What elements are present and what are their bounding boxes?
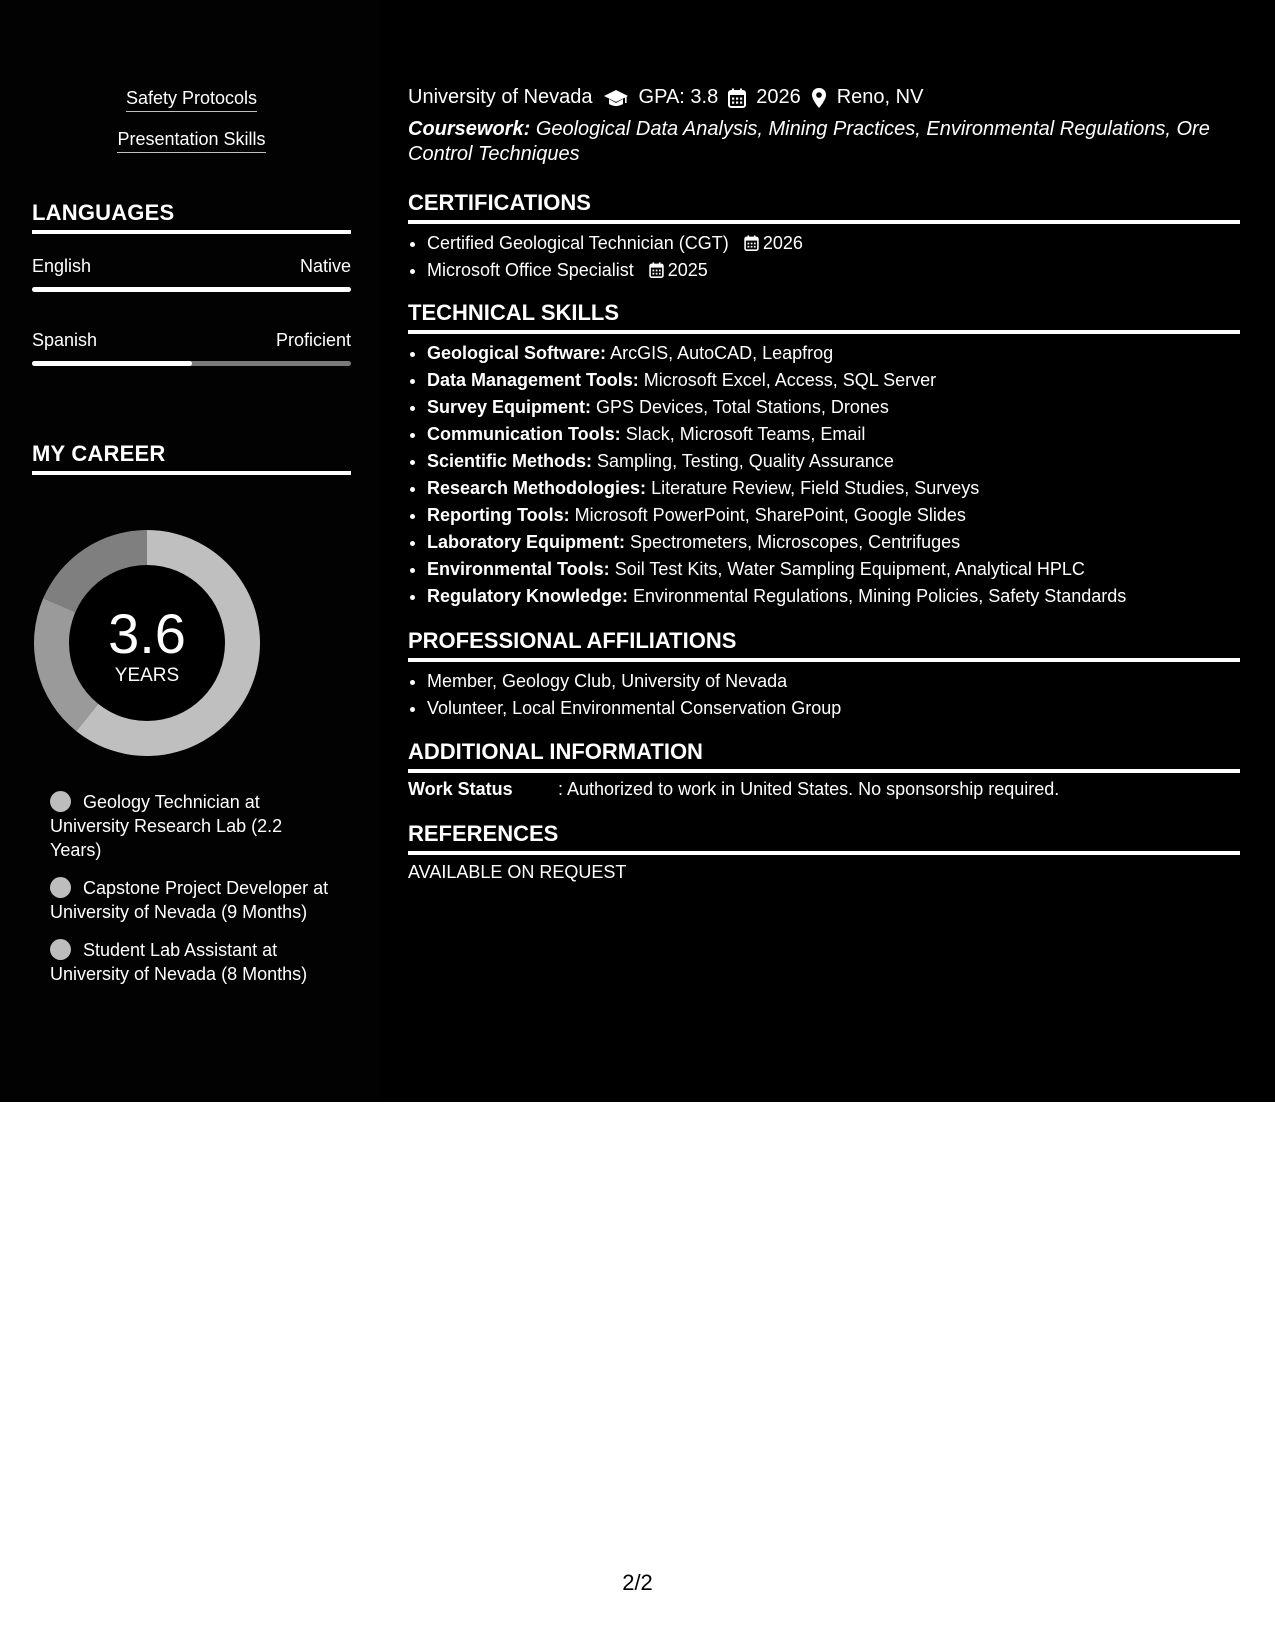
calendar-icon (728, 88, 746, 108)
skill-values: Microsoft PowerPoint, SharePoint, Google Slides (574, 505, 966, 525)
skill-category: Scientific Methods: (427, 451, 593, 471)
language-bar (32, 361, 351, 366)
skill-values: Microsoft Excel, Access, SQL Server (643, 370, 937, 390)
skill-values: Spectrometers, Microscopes, Centrifuges (630, 532, 961, 552)
work-status-label: Work Status (408, 779, 513, 799)
references-text: AVAILABLE ON REQUEST (408, 862, 627, 882)
work-status-value: : Authorized to work in United States. No sponsorship required. (558, 779, 1060, 799)
page-number: 2/2 (622, 1570, 653, 1595)
skill-item: Presentation Skills (117, 129, 265, 153)
skill-category: Communication Tools: (427, 424, 621, 444)
list-item (427, 448, 1240, 475)
language-level: Native (299, 256, 351, 276)
career-item-text: Capstone Project Developer at University of Nevada (9 Months) (50, 878, 329, 922)
career-bullet-icon (50, 877, 71, 898)
certification-year: 2025 (667, 260, 708, 280)
certification-year: 2026 (762, 233, 803, 253)
coursework (408, 117, 1240, 167)
list-item (427, 583, 1240, 610)
graduation-cap-icon (603, 88, 629, 108)
career-total: 3.6 (108, 602, 186, 665)
skill-values: Environmental Regulations, Mining Policies, Safety Standards (633, 586, 1127, 606)
list-item: • Member, Geology Club, University of Nevada (427, 668, 1240, 695)
additional-info-heading: ADDITIONAL INFORMATION (408, 739, 1240, 773)
skill-values: GPS Devices, Total Stations, Drones (596, 397, 889, 417)
gpa: GPA: 3.8 (638, 86, 719, 108)
skill-category: Research Methodologies: (427, 478, 647, 498)
career-bullet-icon (50, 791, 71, 812)
list-item (427, 257, 1240, 284)
certifications-heading: CERTIFICATIONS (408, 190, 1240, 224)
affiliations-list (408, 668, 1240, 722)
career-unit: YEARS (114, 665, 180, 686)
career-item-text: Student Lab Assistant at University of Nevada (8 Months) (50, 940, 308, 984)
career-item (50, 790, 330, 862)
skill-category: Regulatory Knowledge: (427, 586, 629, 606)
language-level: Proficient (275, 330, 351, 350)
skill-values: ArcGIS, AutoCAD, Leapfrog (610, 343, 834, 363)
language-name: English (32, 256, 92, 276)
list-item: • Volunteer, Local Environmental Conservation Group (427, 695, 1240, 722)
certification-name: Microsoft Office Specialist (427, 260, 634, 280)
skill-category: Environmental Tools: (427, 559, 610, 579)
list-item (427, 529, 1240, 556)
language-bar-fill (32, 361, 192, 366)
references-heading: REFERENCES (408, 821, 1240, 855)
skill-category: Survey Equipment: (427, 397, 592, 417)
career-item (50, 876, 330, 924)
location-pin-icon (811, 87, 827, 109)
calendar-icon (649, 262, 664, 278)
calendar-icon (744, 235, 759, 251)
technical-skills-list (408, 340, 1240, 610)
career-donut-chart (34, 530, 260, 756)
school-name: University of Nevada (408, 86, 593, 108)
coursework-text: Geological Data Analysis, Mining Practices, Environmental Regulations, Ore Control Techniques (408, 118, 1210, 165)
technical-skills-heading: TECHNICAL SKILLS (408, 300, 1240, 334)
career-item (50, 938, 330, 986)
list-item (427, 230, 1240, 257)
language-spanish (32, 330, 351, 366)
list-item (427, 475, 1240, 502)
certification-name: Certified Geological Technician (CGT) (427, 233, 729, 253)
skill-item: Safety Protocols (126, 88, 257, 112)
career-list (50, 790, 330, 1000)
skill-values: Soil Test Kits, Water Sampling Equipment, Analytical HPLC (614, 559, 1085, 579)
language-bar-fill (32, 287, 351, 292)
career-heading: MY CAREER (32, 441, 351, 475)
skill-category: Reporting Tools: (427, 505, 570, 525)
list-item (427, 502, 1240, 529)
language-bar (32, 287, 351, 292)
skill-category: Data Management Tools: (427, 370, 639, 390)
skill-category: Laboratory Equipment: (427, 532, 626, 552)
list-item (427, 340, 1240, 367)
languages-heading: LANGUAGES (32, 200, 351, 234)
skill-values: Sampling, Testing, Quality Assurance (597, 451, 894, 471)
skill-category: Geological Software: (427, 343, 607, 363)
career-item-text: Geology Technician at University Research Lab (2.2 Years) (50, 792, 283, 860)
certifications-list (408, 230, 1240, 284)
list-item (427, 421, 1240, 448)
list-item (427, 394, 1240, 421)
list-item (427, 556, 1240, 583)
sidebar (0, 0, 380, 1102)
language-name: Spanish (32, 330, 98, 350)
skill-values: Literature Review, Field Studies, Surveys (651, 478, 980, 498)
affiliations-heading: PROFESSIONAL AFFILIATIONS (408, 628, 1240, 662)
language-english (32, 256, 351, 292)
education-line (408, 86, 923, 109)
coursework-label: Coursework: (408, 118, 531, 140)
location: Reno, NV (836, 86, 924, 108)
graduation-year: 2026 (756, 86, 801, 108)
skill-values: Slack, Microsoft Teams, Email (625, 424, 866, 444)
list-item (427, 367, 1240, 394)
work-status-row (408, 779, 1059, 800)
career-bullet-icon (50, 939, 71, 960)
